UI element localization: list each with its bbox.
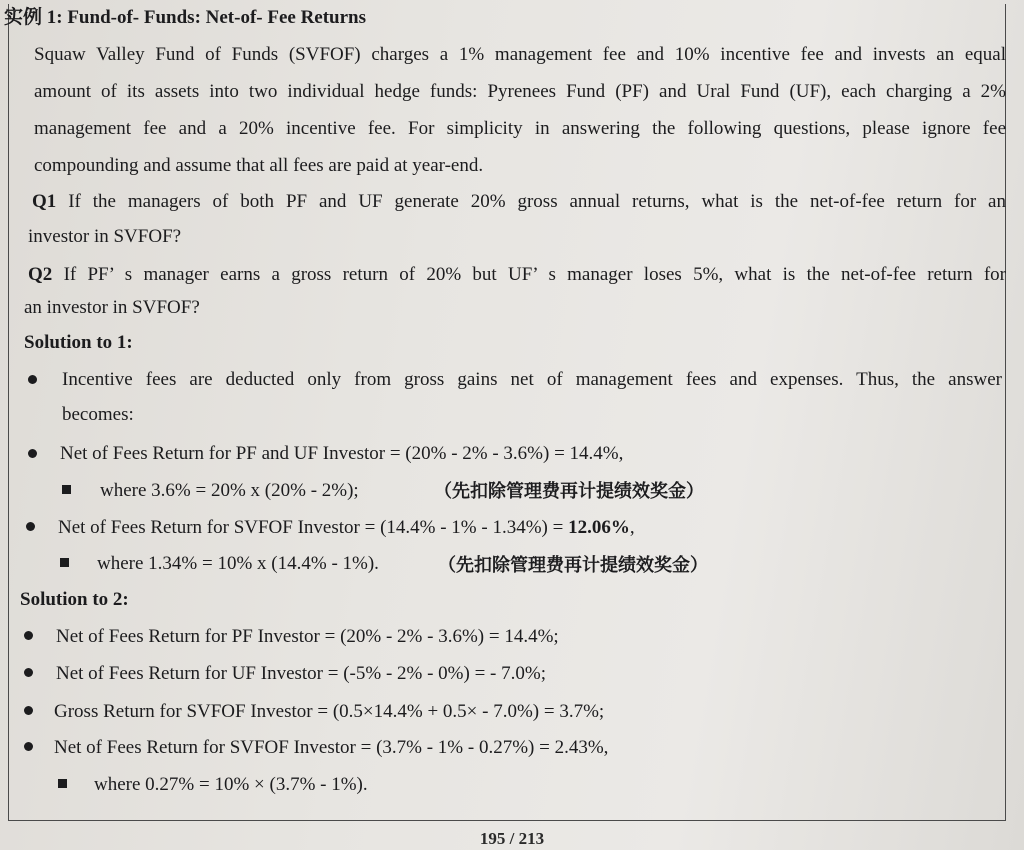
bullet-icon <box>28 375 37 384</box>
solution-1-bullet-3 <box>58 516 635 540</box>
square-bullet-icon <box>60 558 69 567</box>
solution-2-bullet-4: Net of Fees Return for SVFOF Investor = (3.7% - 1% - 0.27%) = 2.43%, <box>54 737 609 758</box>
solution-1-bullet-3-end: , <box>629 517 635 538</box>
bullet-icon <box>24 631 33 640</box>
square-bullet-icon <box>62 485 71 494</box>
question-2-text: If PF’ s manager earns a gross return of 20% but UF’ s manager loses 5%, what is the net-of-fee return for <box>63 264 1007 285</box>
question-1-line-2: investor in SVFOF? <box>28 226 182 247</box>
solution-2-bullet-2: Net of Fees Return for UF Investor = (-5% - 2% - 0%) = - 7.0%; <box>56 663 546 684</box>
example-title-text: Fund-of- Funds: Net-of- Fee Returns <box>67 7 367 28</box>
solution-2-bullet-3: Gross Return for SVFOF Investor = (0.5×14.4% + 0.5× - 7.0%) = 3.7%; <box>54 701 605 722</box>
intro-line-4: compounding and assume that all fees are paid at year-end. <box>34 155 484 176</box>
intro-line-3: management fee and a 20% incentive fee. For simplicity in answering the following questions, please ignore fee <box>34 118 1006 139</box>
solution-2-heading: Solution to 2: <box>20 589 129 610</box>
question-2 <box>28 263 1006 287</box>
page-number: 195 / 213 <box>479 829 545 848</box>
solution-1-heading: Solution to 1: <box>24 332 133 353</box>
example-title <box>4 6 366 30</box>
example-label: 实例 1: <box>4 7 63 28</box>
solution-2-bullet-1: Net of Fees Return for PF Investor = (20% - 2% - 3.6%) = 14.4%; <box>56 626 559 647</box>
solution-1-sub-1: where 3.6% = 20% x (20% - 2%); <box>100 480 359 501</box>
solution-1-sub-2: where 1.34% = 10% x (14.4% - 1%). <box>97 553 379 574</box>
solution-1-sub-1-note: （先扣除管理费再计提绩效奖金） <box>434 481 704 502</box>
solution-1-bullet-2: Net of Fees Return for PF and UF Investor = (20% - 2% - 3.6%) = 14.4%, <box>60 443 624 464</box>
solution-1-bullet-1: Incentive fees are deducted only from gross gains net of management fees and expenses. Thus, the answer <box>62 369 1002 390</box>
question-1-text: If the managers of both PF and UF generate 20% gross annual returns, what is the net-of-fee return for an <box>68 191 1006 212</box>
solution-1-bullet-1-line-2: becomes: <box>62 404 134 425</box>
bullet-icon <box>24 742 33 751</box>
bullet-icon <box>24 668 33 677</box>
bullet-icon <box>26 522 35 531</box>
solution-1-sub-2-note: （先扣除管理费再计提绩效奖金） <box>438 555 708 576</box>
question-2-line-2: an investor in SVFOF? <box>24 297 200 318</box>
question-1 <box>32 190 1006 214</box>
question-1-label: Q1 <box>32 191 57 212</box>
solution-1-answer: 12.06% <box>568 517 630 538</box>
bullet-icon <box>28 449 37 458</box>
square-bullet-icon <box>58 779 67 788</box>
question-2-label: Q2 <box>28 264 53 285</box>
solution-1-bullet-3-text: Net of Fees Return for SVFOF Investor = (14.4% - 1% - 1.34%) = <box>58 517 569 538</box>
intro-line-2: amount of its assets into two individual hedge funds: Pyrenees Fund (PF) and Ural Fund (UF), each charging a 2% <box>34 81 1006 102</box>
solution-2-sub-1: where 0.27% = 10% × (3.7% - 1%). <box>94 774 368 795</box>
bullet-icon <box>24 706 33 715</box>
intro-line-1: Squaw Valley Fund of Funds (SVFOF) charges a 1% management fee and 10% incentive fee and invests an equal <box>34 44 1006 65</box>
